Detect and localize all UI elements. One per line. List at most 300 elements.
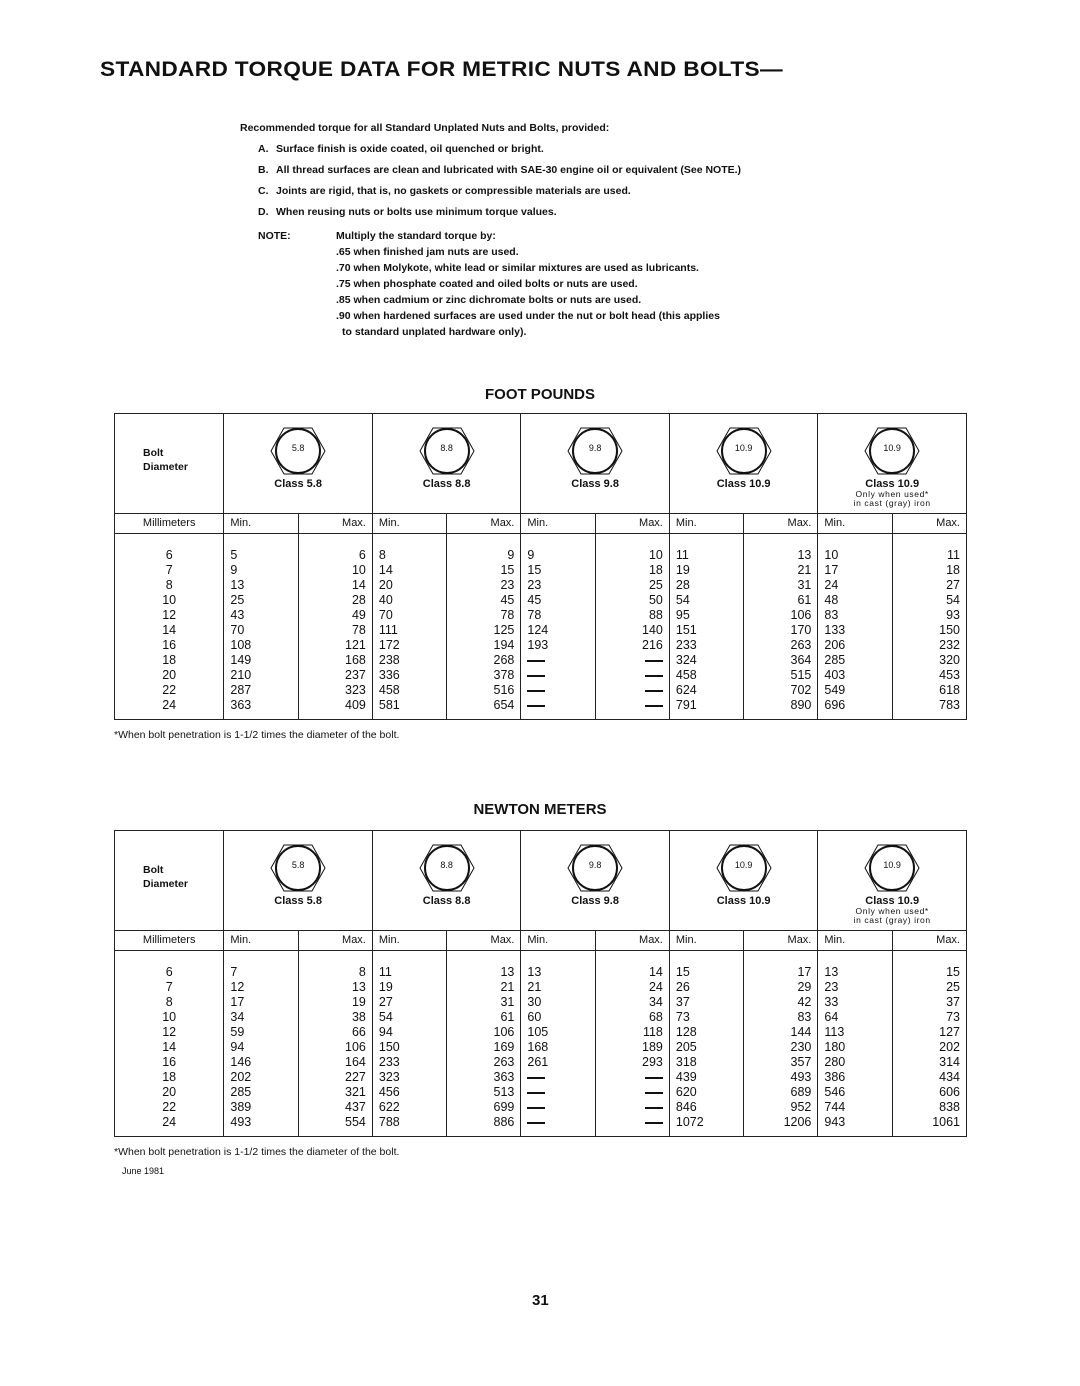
min-column — [224, 534, 298, 720]
torque-value: 149 — [230, 653, 252, 667]
condition-item — [258, 164, 880, 176]
diameter-value: 18 — [162, 1070, 177, 1084]
torque-value: 30 — [527, 995, 542, 1009]
class-header — [224, 414, 373, 514]
note-label: NOTE: — [258, 230, 291, 242]
torque-value: 618 — [939, 683, 960, 697]
diameter-value: 7 — [165, 980, 173, 994]
min-header: Min. — [372, 931, 446, 951]
torque-value: 29 — [797, 980, 812, 994]
torque-value: 21 — [527, 980, 542, 994]
max-column — [447, 951, 521, 1137]
torque-value: 43 — [230, 608, 245, 622]
class-mark: 9.8 — [588, 860, 602, 870]
torque-value: 287 — [230, 683, 252, 697]
diameter-value: 14 — [162, 1040, 177, 1054]
torque-value: 21 — [500, 980, 515, 994]
torque-value: 106 — [790, 608, 812, 622]
class-header — [372, 831, 521, 931]
max-header: Max. — [892, 514, 966, 534]
torque-value: 554 — [345, 1115, 366, 1129]
torque-value: 14 — [648, 965, 663, 979]
torque-value: 54 — [675, 593, 690, 607]
torque-value: 403 — [824, 668, 846, 682]
torque-value: 263 — [493, 1055, 515, 1069]
max-column — [744, 534, 818, 720]
torque-value: 25 — [648, 578, 663, 592]
foot-pounds-table — [114, 413, 967, 720]
torque-value: 151 — [675, 623, 697, 637]
max-column — [744, 951, 818, 1137]
torque-value: 13 — [230, 578, 245, 592]
bolt-label: Bolt — [143, 864, 164, 876]
torque-value: 106 — [493, 1025, 515, 1039]
condition-letter: A. — [258, 143, 269, 155]
torque-value: 189 — [642, 1040, 663, 1054]
max-header: Max. — [595, 514, 669, 534]
footnote: *When bolt penetration is 1-1/2 times the diameter of the bolt. — [114, 729, 400, 741]
class-header — [372, 414, 521, 514]
torque-value: 8 — [358, 965, 366, 979]
torque-value: 11 — [675, 548, 689, 562]
not-applicable-dash — [602, 698, 663, 713]
not-applicable-dash — [602, 1085, 663, 1100]
class-mark: 5.8 — [291, 860, 305, 870]
torque-value: 38 — [351, 1010, 366, 1024]
torque-value: 13 — [500, 965, 515, 979]
torque-value: 788 — [378, 1115, 400, 1129]
condition-text: When reusing nuts or bolts use minimum torque values. — [276, 206, 557, 218]
torque-value: 127 — [939, 1025, 960, 1039]
torque-value: 268 — [493, 653, 515, 667]
diameter-value: 6 — [165, 965, 173, 979]
torque-value: 105 — [527, 1025, 549, 1039]
torque-value: 11 — [947, 548, 960, 562]
torque-value: 61 — [797, 593, 812, 607]
torque-value: 31 — [797, 578, 812, 592]
not-applicable-dash — [602, 1100, 663, 1115]
torque-value: 336 — [378, 668, 400, 682]
min-column — [521, 534, 595, 720]
diameter-value: 20 — [162, 668, 177, 682]
min-column — [224, 951, 298, 1137]
class-mark: 9.8 — [588, 443, 602, 453]
torque-value: 108 — [230, 638, 252, 652]
torque-value: 744 — [824, 1100, 846, 1114]
diameter-column — [115, 951, 224, 1137]
torque-value: 314 — [939, 1055, 960, 1069]
torque-value: 320 — [939, 653, 960, 667]
min-header: Min. — [669, 514, 743, 534]
min-column — [372, 951, 446, 1137]
torque-value: 202 — [939, 1040, 960, 1054]
not-applicable-dash — [527, 1115, 588, 1130]
torque-value: 78 — [527, 608, 542, 622]
class-header — [521, 831, 670, 931]
torque-value: 54 — [378, 1010, 393, 1024]
torque-value: 15 — [500, 563, 515, 577]
torque-value: 88 — [648, 608, 663, 622]
torque-value: 45 — [500, 593, 515, 607]
max-column — [447, 534, 521, 720]
condition-text: Joints are rigid, that is, no gaskets or compressible materials are used. — [276, 185, 631, 197]
page-number: 31 — [532, 1292, 549, 1309]
torque-value: 886 — [493, 1115, 515, 1129]
torque-value: 206 — [824, 638, 846, 652]
torque-value: 846 — [675, 1100, 697, 1114]
torque-value: 194 — [493, 638, 515, 652]
torque-value: 25 — [946, 980, 960, 994]
class-label: Class 10.9 — [716, 895, 771, 907]
torque-value: 23 — [824, 980, 839, 994]
torque-value: 546 — [824, 1085, 846, 1099]
torque-value: 622 — [378, 1100, 400, 1114]
torque-value: 73 — [946, 1010, 960, 1024]
torque-value: 943 — [824, 1115, 846, 1129]
diameter-value: 24 — [162, 1115, 177, 1129]
torque-value: 70 — [378, 608, 393, 622]
torque-value: 180 — [824, 1040, 846, 1054]
torque-value: 37 — [675, 995, 690, 1009]
torque-value: 323 — [345, 683, 366, 697]
diameter-value: 8 — [165, 578, 173, 592]
min-column — [372, 534, 446, 720]
torque-value: 37 — [946, 995, 960, 1009]
note-line: .90 when hardened surfaces are used under the nut or bolt head (this applies — [336, 310, 720, 322]
condition-text: Surface finish is oxide coated, oil quenched or bright. — [276, 143, 544, 155]
torque-value: 27 — [946, 578, 960, 592]
not-applicable-dash — [527, 668, 588, 683]
torque-value: 232 — [939, 638, 960, 652]
torque-value: 9 — [507, 548, 515, 562]
torque-value: 606 — [939, 1085, 960, 1099]
torque-value: 285 — [230, 1085, 252, 1099]
class-header — [224, 831, 373, 931]
max-header: Max. — [298, 931, 372, 951]
torque-value: 205 — [675, 1040, 697, 1054]
diameter-value: 16 — [162, 1055, 177, 1069]
torque-value: 25 — [230, 593, 245, 607]
min-column — [818, 534, 892, 720]
diameter-label: Diameter — [143, 461, 188, 473]
torque-value: 95 — [675, 608, 690, 622]
torque-value: 24 — [648, 980, 663, 994]
torque-value: 17 — [824, 563, 839, 577]
diameter-value: 7 — [165, 563, 173, 577]
max-header: Max. — [744, 931, 818, 951]
class-header — [521, 414, 670, 514]
torque-value: 516 — [493, 683, 515, 697]
torque-value: 168 — [345, 653, 366, 667]
torque-value: 19 — [378, 980, 393, 994]
class-label: Class 10.9 — [865, 895, 920, 907]
torque-value: 437 — [345, 1100, 366, 1114]
not-applicable-dash — [527, 1100, 588, 1115]
min-column — [818, 951, 892, 1137]
torque-value: 321 — [345, 1085, 366, 1099]
torque-value: 26 — [675, 980, 690, 994]
torque-value: 9 — [230, 563, 238, 577]
foot-pounds-title: FOOT POUNDS — [484, 386, 595, 403]
torque-value: 78 — [351, 623, 366, 637]
torque-value: 18 — [648, 563, 663, 577]
torque-value: 144 — [790, 1025, 812, 1039]
torque-value: 202 — [230, 1070, 252, 1084]
diameter-value: 16 — [162, 638, 177, 652]
min-column — [669, 951, 743, 1137]
torque-value: 458 — [675, 668, 697, 682]
torque-value: 61 — [500, 1010, 515, 1024]
torque-value: 169 — [493, 1040, 515, 1054]
class-mark: 10.9 — [734, 860, 753, 870]
diameter-value: 24 — [162, 698, 177, 712]
note-line: .85 when cadmium or zinc dichromate bolts or nuts are used. — [336, 294, 642, 306]
max-header: Max. — [892, 931, 966, 951]
torque-value: 146 — [230, 1055, 252, 1069]
torque-value: 15 — [527, 563, 542, 577]
torque-value: 34 — [230, 1010, 245, 1024]
condition-item — [258, 206, 880, 218]
torque-value: 19 — [675, 563, 690, 577]
torque-value: 783 — [939, 698, 960, 712]
min-column — [669, 534, 743, 720]
torque-value: 170 — [790, 623, 812, 637]
torque-value: 453 — [939, 668, 960, 682]
torque-value: 791 — [675, 698, 697, 712]
torque-value: 238 — [378, 653, 400, 667]
not-applicable-dash — [527, 698, 588, 713]
millimeters-header: Millimeters — [115, 931, 224, 951]
class-mark: 10.9 — [883, 860, 901, 870]
torque-value: 23 — [500, 578, 515, 592]
torque-value: 11 — [378, 965, 392, 979]
max-header: Max. — [447, 514, 521, 534]
millimeters-header: Millimeters — [115, 514, 224, 534]
torque-value: 363 — [493, 1070, 515, 1084]
class-mark: 8.8 — [440, 860, 453, 870]
class-note: in cast (gray) iron — [853, 915, 931, 925]
diameter-value: 14 — [162, 623, 177, 637]
not-applicable-dash — [527, 1070, 588, 1085]
torque-value: 409 — [345, 698, 366, 712]
max-column — [298, 534, 372, 720]
torque-value: 128 — [675, 1025, 697, 1039]
bolt-label: Bolt — [143, 447, 164, 459]
torque-value: 620 — [675, 1085, 697, 1099]
torque-value: 168 — [527, 1040, 549, 1054]
torque-value: 386 — [824, 1070, 846, 1084]
torque-value: 78 — [500, 608, 515, 622]
class-mark: 8.8 — [440, 443, 453, 453]
torque-value: 14 — [351, 578, 366, 592]
torque-value: 42 — [797, 995, 812, 1009]
condition-item — [258, 143, 880, 155]
torque-value: 702 — [790, 683, 812, 697]
not-applicable-dash — [527, 1085, 588, 1100]
newton-meters-table — [114, 830, 967, 1137]
torque-value: 172 — [378, 638, 400, 652]
not-applicable-dash — [527, 653, 588, 668]
class-header — [669, 831, 818, 931]
class-header — [669, 414, 818, 514]
min-header: Min. — [224, 931, 298, 951]
torque-value: 515 — [790, 668, 812, 682]
torque-value: 94 — [378, 1025, 393, 1039]
torque-value: 233 — [675, 638, 697, 652]
torque-value: 83 — [824, 608, 839, 622]
torque-value: 263 — [790, 638, 812, 652]
torque-value: 324 — [675, 653, 697, 667]
torque-value: 31 — [500, 995, 515, 1009]
torque-value: 439 — [675, 1070, 697, 1084]
diameter-value: 12 — [162, 608, 177, 622]
max-header: Max. — [298, 514, 372, 534]
note-lead: Multiply the standard torque by: — [336, 230, 496, 242]
note-line: to standard unplated hardware only). — [342, 326, 527, 338]
torque-value: 12 — [230, 980, 245, 994]
torque-value: 952 — [790, 1100, 812, 1114]
torque-value: 1206 — [783, 1115, 812, 1129]
torque-value: 18 — [946, 563, 960, 577]
torque-value: 68 — [648, 1010, 663, 1024]
torque-value: 261 — [527, 1055, 549, 1069]
torque-value: 493 — [790, 1070, 812, 1084]
diameter-label: Diameter — [143, 878, 188, 890]
torque-value: 13 — [824, 965, 839, 979]
torque-value: 364 — [790, 653, 812, 667]
torque-value: 227 — [345, 1070, 366, 1084]
torque-value: 5 — [230, 548, 238, 562]
torque-value: 124 — [527, 623, 549, 637]
torque-value: 216 — [642, 638, 663, 652]
min-header: Min. — [521, 931, 595, 951]
max-header: Max. — [744, 514, 818, 534]
class-note: Only when used* — [855, 906, 929, 916]
intro-text: Recommended torque for all Standard Unplated Nuts and Bolts, provided: — [240, 122, 610, 134]
class-mark: 10.9 — [734, 443, 753, 453]
class-label: Class 9.8 — [571, 478, 619, 490]
torque-value: 654 — [493, 698, 515, 712]
torque-value: 49 — [351, 608, 366, 622]
diameter-value: 22 — [162, 683, 177, 697]
torque-value: 164 — [345, 1055, 366, 1069]
torque-value: 15 — [675, 965, 690, 979]
bolt-diameter-header — [115, 414, 224, 514]
torque-value: 323 — [378, 1070, 400, 1084]
diameter-value: 6 — [165, 548, 173, 562]
torque-value: 378 — [493, 668, 515, 682]
condition-letter: B. — [258, 164, 269, 176]
torque-value: 150 — [939, 623, 960, 637]
torque-value: 689 — [790, 1085, 812, 1099]
torque-value: 54 — [946, 593, 960, 607]
torque-value: 20 — [378, 578, 393, 592]
class-label: Class 10.9 — [716, 478, 771, 490]
class-label: Class 5.8 — [274, 478, 322, 490]
max-column — [892, 951, 966, 1137]
diameter-value: 10 — [162, 593, 177, 607]
torque-value: 458 — [378, 683, 400, 697]
torque-value: 293 — [642, 1055, 663, 1069]
min-header: Min. — [521, 514, 595, 534]
torque-value: 28 — [675, 578, 690, 592]
note-line: .70 when Molykote, white lead or similar mixtures are used as lubricants. — [336, 262, 699, 274]
class-note: in cast (gray) iron — [853, 498, 931, 508]
torque-value: 73 — [675, 1010, 690, 1024]
min-header: Min. — [818, 514, 892, 534]
torque-value: 513 — [493, 1085, 515, 1099]
torque-value: 389 — [230, 1100, 252, 1114]
torque-value: 9 — [527, 548, 535, 562]
torque-value: 237 — [345, 668, 366, 682]
torque-value: 280 — [824, 1055, 846, 1069]
torque-value: 549 — [824, 683, 846, 697]
torque-value: 70 — [230, 623, 245, 637]
torque-value: 113 — [824, 1025, 845, 1039]
diameter-column — [115, 534, 224, 720]
torque-value: 13 — [527, 965, 542, 979]
not-applicable-dash — [602, 653, 663, 668]
torque-value: 118 — [642, 1025, 663, 1039]
torque-value: 94 — [230, 1040, 245, 1054]
torque-value: 21 — [797, 563, 812, 577]
torque-value: 59 — [230, 1025, 245, 1039]
torque-value: 363 — [230, 698, 252, 712]
min-header: Min. — [818, 931, 892, 951]
min-column — [521, 951, 595, 1137]
intro-block — [240, 122, 880, 342]
note-line: .75 when phosphate coated and oiled bolts or nuts are used. — [336, 278, 638, 290]
torque-value: 48 — [824, 593, 839, 607]
diameter-value: 18 — [162, 653, 177, 667]
torque-value: 1061 — [932, 1115, 960, 1129]
torque-value: 23 — [527, 578, 542, 592]
torque-value: 50 — [648, 593, 663, 607]
torque-value: 624 — [675, 683, 697, 697]
diameter-value: 22 — [162, 1100, 177, 1114]
torque-value: 7 — [230, 965, 238, 979]
torque-value: 14 — [378, 563, 393, 577]
torque-value: 17 — [797, 965, 812, 979]
class-header — [818, 414, 967, 514]
torque-value: 10 — [351, 563, 366, 577]
torque-value: 40 — [378, 593, 393, 607]
torque-value: 133 — [824, 623, 846, 637]
diameter-value: 20 — [162, 1085, 177, 1099]
torque-value: 45 — [527, 593, 542, 607]
torque-value: 434 — [939, 1070, 960, 1084]
footnote: *When bolt penetration is 1-1/2 times the diameter of the bolt. — [114, 1146, 400, 1158]
max-header: Max. — [595, 931, 669, 951]
page-title: STANDARD TORQUE DATA FOR METRIC NUTS AND BOLTS— — [100, 58, 783, 81]
torque-value: 838 — [939, 1100, 960, 1114]
torque-value: 6 — [358, 548, 366, 562]
torque-value: 696 — [824, 698, 846, 712]
torque-value: 699 — [493, 1100, 515, 1114]
torque-value: 318 — [675, 1055, 697, 1069]
diameter-value: 12 — [162, 1025, 177, 1039]
torque-value: 27 — [378, 995, 393, 1009]
condition-letter: D. — [258, 206, 269, 218]
torque-value: 93 — [946, 608, 960, 622]
torque-value: 13 — [351, 980, 366, 994]
torque-value: 111 — [378, 623, 398, 637]
torque-value: 24 — [824, 578, 839, 592]
class-label: Class 8.8 — [422, 478, 471, 490]
max-column — [298, 951, 372, 1137]
torque-value: 15 — [946, 965, 960, 979]
torque-value: 17 — [230, 995, 245, 1009]
